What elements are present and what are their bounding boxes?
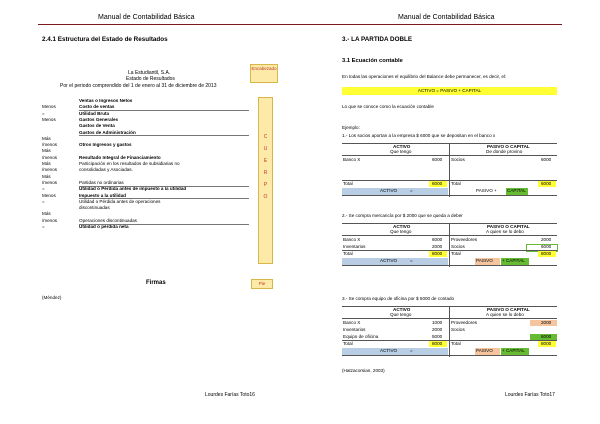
row-label: Operaciones discontinuadas bbox=[79, 217, 137, 223]
account-name: Socios bbox=[451, 244, 465, 249]
eq-activo: ACTIVO bbox=[380, 258, 398, 263]
cuerpo-letter: O bbox=[263, 194, 268, 200]
total-label: Total bbox=[343, 181, 353, 186]
header-rule bbox=[300, 24, 562, 25]
table-center-line bbox=[449, 143, 450, 197]
total-label: Total bbox=[451, 341, 461, 346]
activo-subheading: Que tengo bbox=[390, 312, 412, 317]
pasivo-heading: PASIVO O CAPITAL bbox=[487, 144, 530, 149]
account-name: Socios bbox=[451, 157, 465, 162]
account-amount: 6000 bbox=[541, 334, 552, 339]
pasivo-subheading: A quien se lo debo bbox=[486, 229, 524, 234]
cuerpo-letter: P bbox=[263, 182, 268, 188]
account-amount: 6000 bbox=[541, 157, 552, 162]
eq-activo: ACTIVO bbox=[380, 188, 398, 193]
total-amount: 8000 bbox=[541, 251, 552, 256]
account-amount: 6000 bbox=[432, 237, 443, 242]
pasivo-subheading: De donde provino bbox=[486, 149, 523, 154]
account-name: Banco X bbox=[343, 157, 361, 162]
account-amount: 1000 bbox=[432, 320, 443, 325]
page-header: Manual de Contabilidad Básica bbox=[98, 14, 195, 21]
row-label: Gastos de Administración bbox=[79, 129, 136, 135]
row-label: Participación en los resultados de subsidiarias no bbox=[79, 161, 180, 166]
section-title: 2.4.1 Estructura del Estado de Resultados bbox=[42, 36, 168, 43]
total-amount: 6000 bbox=[541, 181, 552, 186]
header-rule bbox=[38, 24, 300, 25]
total-line bbox=[342, 180, 557, 181]
citation: (Hatzacorsian, 2003) bbox=[342, 368, 385, 373]
section-title: 3.- LA PARTIDA DOBLE bbox=[342, 36, 413, 43]
firmas-label: Firmas bbox=[146, 280, 166, 286]
statement-period: Por el periodo comprendido del 1 de enero al 31 de diciembre de 2013 bbox=[60, 83, 217, 89]
activo-heading: ACTIVO bbox=[393, 307, 411, 312]
statement-name: Estado de Resultados bbox=[126, 76, 175, 82]
row-label: Utilidad o Pérdida antes de operaciones bbox=[79, 198, 161, 204]
table-center-line bbox=[449, 223, 450, 267]
row-sign: /menos bbox=[42, 179, 58, 185]
subsection-title: 3.1 Ecuación contable bbox=[342, 58, 403, 64]
row-label: Impuesto a la utilidad bbox=[79, 192, 126, 198]
account-name: Proveedores bbox=[451, 320, 478, 325]
row-label: Resultado Integral de Financiamiento bbox=[79, 154, 161, 160]
account-amount: 2000 bbox=[432, 327, 443, 332]
row-sign: = bbox=[42, 110, 45, 116]
total-amount: 8000 bbox=[432, 251, 443, 256]
row-divider bbox=[79, 198, 249, 199]
pasivo-subheading: A quien se lo debo bbox=[486, 312, 524, 317]
row-sign: Más bbox=[42, 135, 51, 141]
cuerpo-letter: R bbox=[263, 170, 268, 176]
cuerpo-letter: E bbox=[263, 158, 268, 164]
row-sign: Más bbox=[42, 173, 51, 179]
activo-heading: ACTIVO bbox=[393, 144, 411, 149]
row-sign: Más bbox=[42, 161, 51, 166]
total-label: Total bbox=[451, 251, 461, 256]
row-sign: Menos bbox=[42, 116, 56, 122]
activo-subheading: Que tengo bbox=[390, 149, 412, 154]
eq-pasivo: PASIVO + bbox=[476, 188, 497, 193]
pie-box: Pie bbox=[251, 279, 273, 289]
row-sign: /menos bbox=[42, 154, 58, 160]
row-sign: /menos bbox=[42, 217, 58, 223]
cuerpo-letter: U bbox=[263, 146, 268, 152]
account-name: Banco X bbox=[343, 320, 361, 325]
row-sign: = bbox=[42, 224, 45, 229]
row-label: Utilidad Bruta bbox=[79, 110, 110, 116]
total-amount: 8000 bbox=[541, 341, 552, 346]
account-name: Banco X bbox=[343, 237, 361, 242]
account-amount: 2000 bbox=[432, 244, 443, 249]
table-center-line bbox=[449, 306, 450, 357]
table-bottom-line bbox=[342, 195, 557, 196]
page-footer: Lourdes Farías Toto17 bbox=[505, 392, 555, 398]
total-line bbox=[342, 250, 557, 251]
row-divider bbox=[79, 110, 249, 111]
account-name: Socios bbox=[451, 327, 465, 332]
row-label: Otros Ingresos y gastos bbox=[79, 142, 132, 148]
row-sign: Menos bbox=[42, 104, 56, 110]
total-amount: 6000 bbox=[432, 181, 443, 186]
row-label: Costo de ventas bbox=[79, 104, 115, 110]
right-page bbox=[300, 0, 600, 424]
row-divider bbox=[79, 224, 249, 225]
example-label: Ejemplo: bbox=[342, 125, 360, 130]
row-divider bbox=[79, 186, 249, 187]
intro-text: En todas las operaciones el equilibrio del Balance debe permanecer, es decir, el: bbox=[342, 74, 507, 79]
company-name: La Estudiantil, S.A. bbox=[128, 70, 171, 76]
account-name: Inventarios bbox=[343, 244, 366, 249]
cuerpo-letter: C bbox=[263, 134, 268, 140]
eq-pasivo: PASIVO bbox=[476, 348, 493, 353]
eq-capital: + CAPITAL bbox=[502, 348, 525, 353]
account-name: Proveedores bbox=[451, 237, 478, 242]
row-sign: = bbox=[42, 186, 45, 192]
pasivo-heading: PASIVO O CAPITAL bbox=[487, 307, 530, 312]
activo-subheading: Que tengo bbox=[390, 229, 412, 234]
pasivo-heading: PASIVO O CAPITAL bbox=[487, 224, 530, 229]
total-amount: 8000 bbox=[432, 341, 443, 346]
total-label: Total bbox=[343, 251, 353, 256]
account-amount: 2000 bbox=[541, 237, 552, 242]
encabezado-box: Encabezado bbox=[250, 64, 278, 83]
row-sign: /menos bbox=[42, 142, 58, 148]
eq-capital: CAPITAL bbox=[507, 188, 526, 193]
eq-pasivo: PASIVO bbox=[476, 258, 493, 263]
account-amount: 6000 bbox=[541, 244, 552, 249]
row-label: consolidadas y Asociadas. bbox=[79, 167, 133, 173]
account-amount: 2000 bbox=[541, 320, 552, 325]
page-header: Manual de Contabilidad Básica bbox=[398, 14, 495, 21]
row-label: Gastos Generales bbox=[79, 116, 119, 122]
eq-equals: = bbox=[410, 348, 413, 353]
example-description: 2.- Se compra mercancía por $ 2000 que se queda a deber bbox=[342, 213, 463, 218]
account-name: Inventarios bbox=[343, 327, 366, 332]
row-sign: /menos bbox=[42, 167, 58, 173]
row-sign: Más bbox=[42, 148, 51, 154]
row-label: Partidas no ordinarias bbox=[79, 179, 124, 185]
row-divider bbox=[79, 135, 249, 136]
example-description: 3.- Se compra equipo de oficina por $ 5000 de contado bbox=[342, 296, 455, 301]
row-sign: Más bbox=[42, 211, 51, 217]
cuerpo-box bbox=[258, 97, 273, 264]
account-name: Equipo de oficina bbox=[343, 334, 379, 339]
account-amount: 5000 bbox=[432, 334, 443, 339]
row-label: Gastos de Venta bbox=[79, 123, 115, 129]
accounting-equation: ACTIVO = PASIVO + CAPITAL bbox=[342, 87, 557, 95]
table-bottom-line bbox=[342, 265, 557, 266]
row-label: discontinuadas bbox=[79, 205, 110, 211]
citation: (Méndez) bbox=[42, 295, 62, 300]
eq-activo: ACTIVO bbox=[380, 348, 398, 353]
eq-equals: = bbox=[410, 188, 413, 193]
row-label: Utilidad o Pérdida antes de impuesto a la utilidad bbox=[79, 186, 187, 192]
total-line bbox=[342, 340, 557, 341]
example-description: 1.- Los socios aportan a la empresa $ 6000 que se depositan en el banco x bbox=[342, 133, 496, 138]
row-sign: = bbox=[42, 198, 45, 204]
row-label: Utilidad o pérdida neta bbox=[79, 224, 129, 229]
total-label: Total bbox=[343, 341, 353, 346]
eq-capital: + CAPITAL bbox=[502, 258, 525, 263]
row-label: Ventas o Ingresos Netos bbox=[79, 98, 133, 103]
activo-heading: ACTIVO bbox=[393, 224, 411, 229]
account-amount: 6000 bbox=[432, 157, 443, 162]
eq-equals: = bbox=[410, 258, 413, 263]
equation-caption: Lo que se conoce como la ecuación contable bbox=[342, 104, 434, 109]
row-sign: Menos bbox=[42, 192, 56, 198]
total-label: Total bbox=[451, 181, 461, 186]
page-footer: Lourdes Farías Toto16 bbox=[205, 392, 255, 398]
table-bottom-line bbox=[342, 355, 557, 356]
